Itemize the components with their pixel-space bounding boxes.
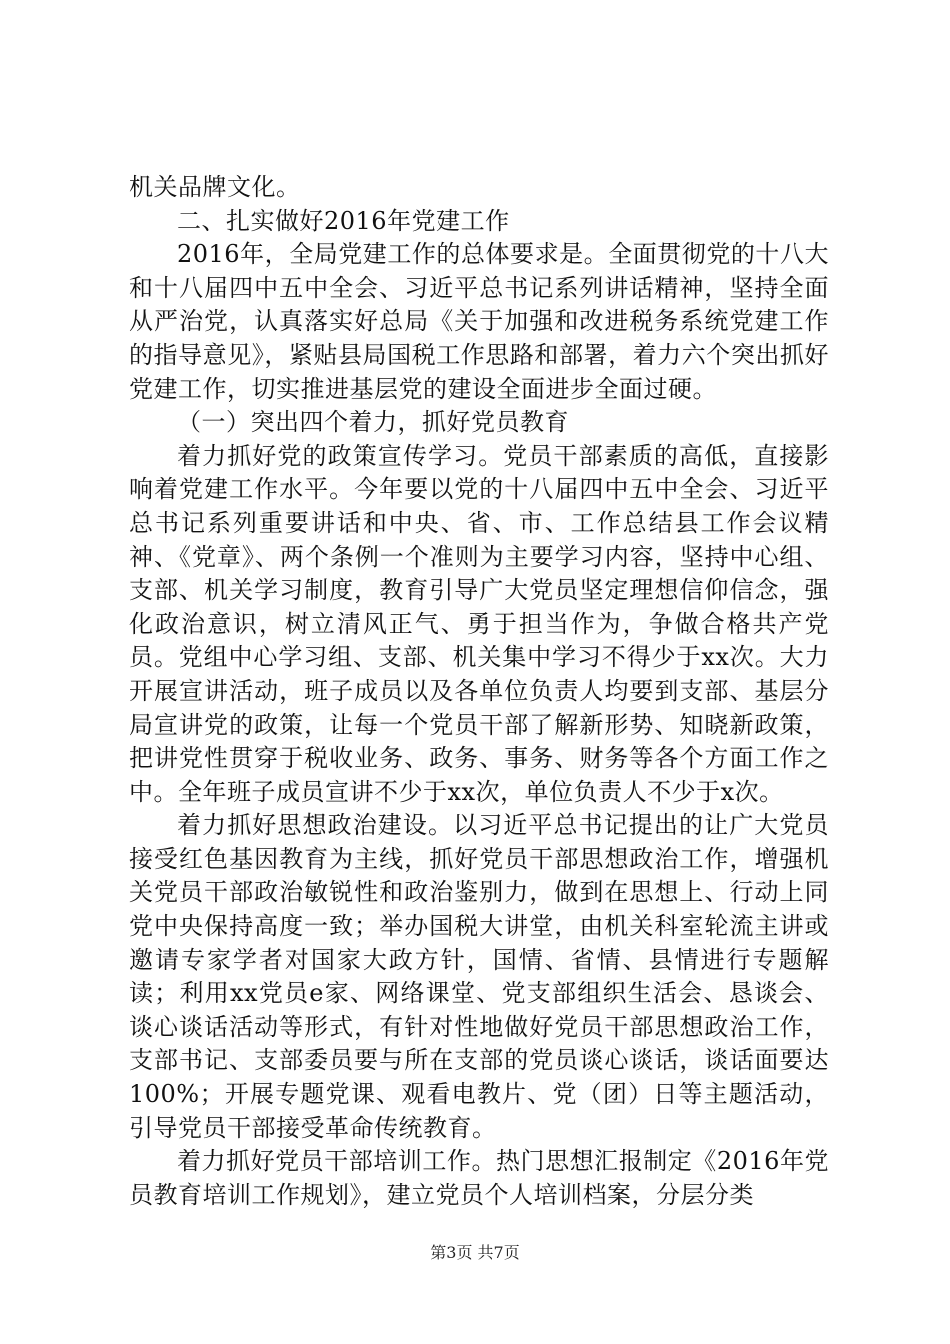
subsection-heading-1: （一）突出四个着力，抓好党员教育 bbox=[177, 408, 569, 437]
section-heading-2: 二、扎实做好2016年党建工作 bbox=[177, 206, 510, 235]
document-body bbox=[129, 171, 829, 1212]
paragraph-0: 机关品牌文化。 bbox=[129, 173, 301, 201]
paragraph-4: 着力抓好党的政策宣传学习。党员干部素质的高低，直接影响着党建工作水平。今年要以党的十八届四中五中全会、习近平总书记系列重要讲话和中央、省、市、工作总结县工作会议精神、《党章》、两个条例一个准则为主要学习内容，坚持中心组、支部、机关学习制度，教育引导广大党员坚定理想信仰信念，强化政治意识，树立清风正气、勇于担当作为，争做合格共产党员。党组中心学习组、支部、机关集中学习不得少于xx次。大力开展宣讲活动，班子成员以及各单位负责人均要到支部、基层分局宣讲党的政策，让每一个党员干部了解新形势、知晓新政策，把讲党性贯穿于税收业务、政务、事务、财务等各个方面工作之中。全年班子成员宣讲不少于xx次，单位负责人不少于x次。 bbox=[129, 441, 829, 806]
paragraph-6: 着力抓好党员干部培训工作。热门思想汇报制定《2016年党员教育培训工作规划》，建立党员个人培训档案，分层分类 bbox=[129, 1147, 829, 1209]
paragraph-2: 2016年，全局党建工作的总体要求是。全面贯彻党的十八大和十八届四中五中全会、习近平总书记系列讲话精神，坚持全面从严治党，认真落实好总局《关于加强和改进税务系统党建工作的指导意见》，紧贴县局国税工作思路和部署，着力六个突出抓好党建工作，切实推进基层党的建设全面进步全面过硬。 bbox=[129, 240, 829, 403]
page-number-footer: 第3页 共7页 bbox=[430, 1243, 520, 1262]
paragraph-5: 着力抓好思想政治建设。以习近平总书记提出的让广大党员接受红色基因教育为主线，抓好党员干部思想政治工作，增强机关党员干部政治敏锐性和政治鉴别力，做到在思想上、行动上同党中央保持高度一致；举办国税大讲堂，由机关科室轮流主讲或邀请专家学者对国家大政方针，国情、省情、县情进行专题解读；利用xx党员e家、网络课堂、党支部组织生活会、恳谈会、谈心谈话活动等形式，有针对性地做好党员干部思想政治工作，支部书记、支部委员要与所在支部的党员谈心谈话，谈话面要达100%；开展专题党课、观看电教片、党（团）日等主题活动，引导党员干部接受革命传统教育。 bbox=[129, 811, 829, 1142]
